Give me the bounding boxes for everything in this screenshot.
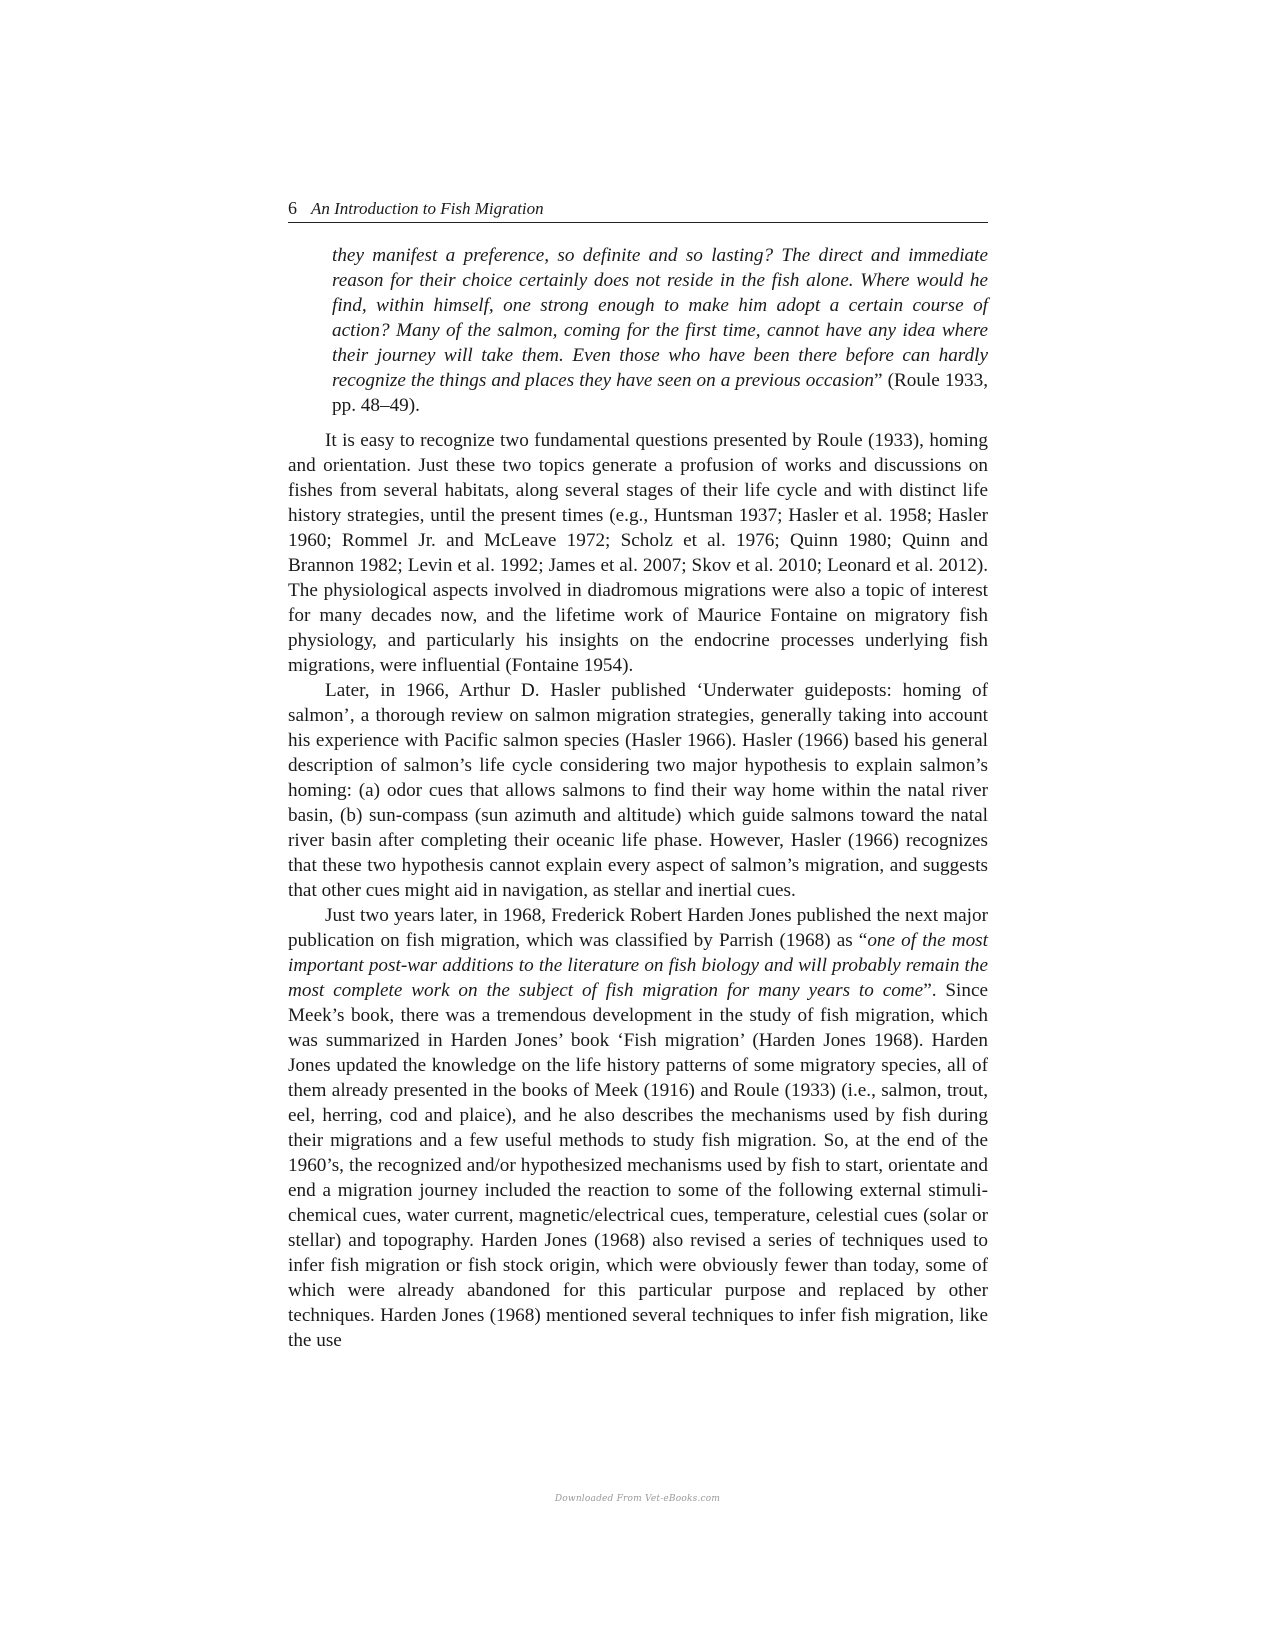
- quote-citation: ” (Roule 1933, pp. 48–49).: [332, 370, 988, 416]
- paragraph-hasler-1966: Later, in 1966, Arthur D. Hasler published ‘Underwater guideposts: homing of salmon’, a thorough review on salmon migration strategies, generally taking into account his experience with Pacific salmon species (Hasler 1966). Hasler (1966) based his general description of salmon’s life cycle considering two major hypothesis to explain salmon’s homing: (a) odor cues that allows salmons to find their way home within the natal river basin, (b) sun-compass (sun azimuth and altitude) which guide salmons toward the natal river basin after completing their oceanic life phase. However, Hasler (1966) recognizes that these two hypothesis cannot explain every aspect of salmon’s migration, and suggests that other cues might aid in navigation, as stellar and inertial cues.: [288, 680, 988, 901]
- paragraph-text: ”. Since Meek’s book, there was a tremendous development in the study of fish migration, which was summarized in Harden Jones’ book ‘Fish migration’ (Harden Jones 1968). Harden Jones updated the knowledge on the life history patterns of some migratory species, all of them already presented in the books of Meek (1916) and Roule (1933) (i.e., salmon, trout, eel, herring, cod and plaice), and he also describes the mechanisms used by fish during their migrations and a few useful methods to study fish migration. So, at the end of the 1960’s, the recognized and/or hypothesized mechanisms used by fish to start, orientate and end a migration journey included the reaction to some of the following external stimuli- chemical cues, water current, magnetic/electrical cues, temperature, celestial cues (solar or stellar) and topography. Harden Jones (1968) also revised a series of techniques used to infer fish migration or fish stock origin, which were obviously fewer than today, some of which were already abandoned for this particular purpose and replaced by other techniques. Harden Jones (1968) mentioned several techniques to infer fish migration, like the use: [288, 980, 988, 1351]
- block-quote: [332, 243, 988, 418]
- paragraph-harden-jones-1968: [288, 903, 988, 1353]
- page-body: [288, 198, 988, 1353]
- watermark: Downloaded From Vet-eBooks.com: [554, 1494, 721, 1504]
- quote-text: they manifest a preference, so definite and so lasting? The direct and immediate reason for their choice certainly does not reside in the fish alone. Where would he find, within himself, one strong enough to make him adopt a certain course of action? Many of the salmon, coming for the first time, cannot have any idea where their journey will take them. Even those who have been there before can hardly recognize the things and places they have seen on a previous occasion: [332, 245, 988, 391]
- paragraph-homing-orientation: It is easy to recognize two fundamental questions presented by Roule (1933), homing and orientation. Just these two topics generate a profusion of works and discussions on fishes from several habitats, along several stages of their life cycle and with distinct life history strategies, until the present times (e.g., Huntsman 1937; Hasler et al. 1958; Hasler 1960; Rommel Jr. and McLeave 1972; Scholz et al. 1976; Quinn 1980; Quinn and Brannon 1982; Levin et al. 1992; James et al. 2007; Skov et al. 2010; Leonard et al. 2012). The physiological aspects involved in diadromous migrations were also a topic of interest for many decades now, and the lifetime work of Maurice Fontaine on migratory fish physiology, and particularly his insights on the endocrine processes underlying fish migrations, were influential (Fontaine 1954).: [288, 430, 988, 676]
- running-header: [288, 198, 988, 223]
- page-number: 6: [288, 198, 297, 218]
- parrish-quote: one of the most important post-war additions to the literature on fish biology and will probably remain the most complete work on the subject of fish migration for many years to come: [288, 930, 988, 1001]
- paragraph-text: Just two years later, in 1968, Frederick Robert Harden Jones published the next major publication on fish migration, which was classified by Parrish (1968) as “: [288, 905, 988, 951]
- book-title: An Introduction to Fish Migration: [311, 199, 544, 218]
